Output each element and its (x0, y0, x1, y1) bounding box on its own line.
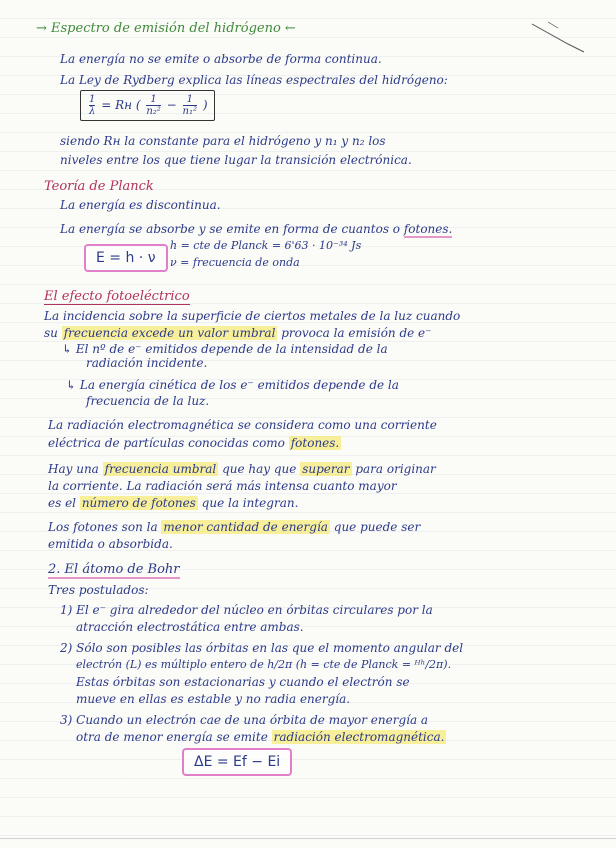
rydberg-formula-box (80, 90, 215, 121)
text-line: la corriente. La radiación será más intensa cuanto mayor (48, 479, 397, 493)
text-line: ↳ La energía cinética de los e⁻ emitidos depende de la (66, 378, 399, 392)
text-line: Estas órbitas son estacionarias y cuando el electrón se (76, 675, 410, 689)
note-line: ν = frecuencia de onda (170, 256, 300, 269)
text-line: 3) Cuando un electrón cae de una órbita de mayor energía a (60, 713, 429, 727)
text-line: La Ley de Rydberg explica las líneas espectrales del hidrógeno: (60, 73, 448, 87)
text-line: eléctrica de partículas conocidas como fotones. (48, 436, 340, 450)
fraction: $\frac{1}{\text{n₂²}}$ (146, 94, 161, 117)
text-line: frecuencia de la luz. (86, 394, 210, 408)
page-edge (0, 838, 616, 839)
formula-text: = Rн ( (101, 98, 141, 112)
text-line: ↳ El nº de e⁻ emitidos depende de la intensidad de la (62, 342, 388, 356)
text-line: Los fotones son la menor cantidad de energía que puede ser (48, 520, 421, 534)
section-title-bohr: 2. El átomo de Bohr (48, 562, 180, 577)
section-title-planck: Teoría de Planck (44, 179, 154, 194)
text-line: otra de menor energía se emite radiación electromagnética. (76, 730, 445, 744)
text-line: es el número de fotones que la integran. (48, 496, 299, 510)
text-line: 2) Sólo son posibles las órbitas en las que el momento angular del (60, 641, 464, 655)
text-line: Hay una frecuencia umbral que hay que superar para originar (48, 462, 436, 476)
text-line: siendo Rн la constante para el hidrógeno y n₁ y n₂ los (60, 134, 386, 148)
text-line: electrón (L) es múltiplo entero de h/2π (h = cte de Planck = ᴴʰ/2π). (76, 658, 452, 671)
planck-formula-box: E = h · ν (84, 244, 168, 272)
text-line: emitida o absorbida. (48, 537, 173, 551)
text-line: 1) El e⁻ gira alrededor del núcleo en órbitas circulares por la (60, 603, 433, 617)
fraction: $\frac{1}{\lambda}$ (89, 94, 96, 117)
text-line: La radiación electromagnética se considera como una corriente (48, 418, 437, 432)
formula-text: ) (202, 98, 208, 112)
text-line: niveles entre los que tiene lugar la transición electrónica. (60, 153, 412, 167)
fraction: $\frac{1}{\text{n₁²}}$ (182, 94, 197, 117)
corner-sketch (528, 18, 588, 58)
section-title-photoelectric: El efecto fotoeléctrico (44, 289, 190, 304)
formula-text: − (166, 98, 177, 112)
section-title-hydrogen-spectrum: → Espectro de emisión del hidrógeno ← (36, 21, 296, 36)
text-line: mueve en ellas es estable y no radia energía. (76, 692, 351, 706)
text-line: Tres postulados: (48, 583, 149, 597)
bohr-energy-formula-box: ΔE = Ef − Ei (182, 748, 292, 776)
text-line: atracción electrostática entre ambas. (76, 620, 304, 634)
text-line: La energía no se emite o absorbe de forma continua. (60, 52, 382, 66)
text-line: La energía es discontinua. (60, 198, 221, 212)
text-line: La energía se absorbe y se emite en forma de cuantos o fotones. (60, 222, 453, 236)
text-line: su frecuencia excede un valor umbral provoca la emisión de e⁻ (44, 326, 432, 340)
note-line: h = cte de Planck = 6'63 · 10⁻³⁴ Js (170, 239, 362, 252)
text-line: La incidencia sobre la superficie de ciertos metales de la luz cuando (44, 309, 461, 323)
text-line: radiación incidente. (86, 356, 208, 370)
